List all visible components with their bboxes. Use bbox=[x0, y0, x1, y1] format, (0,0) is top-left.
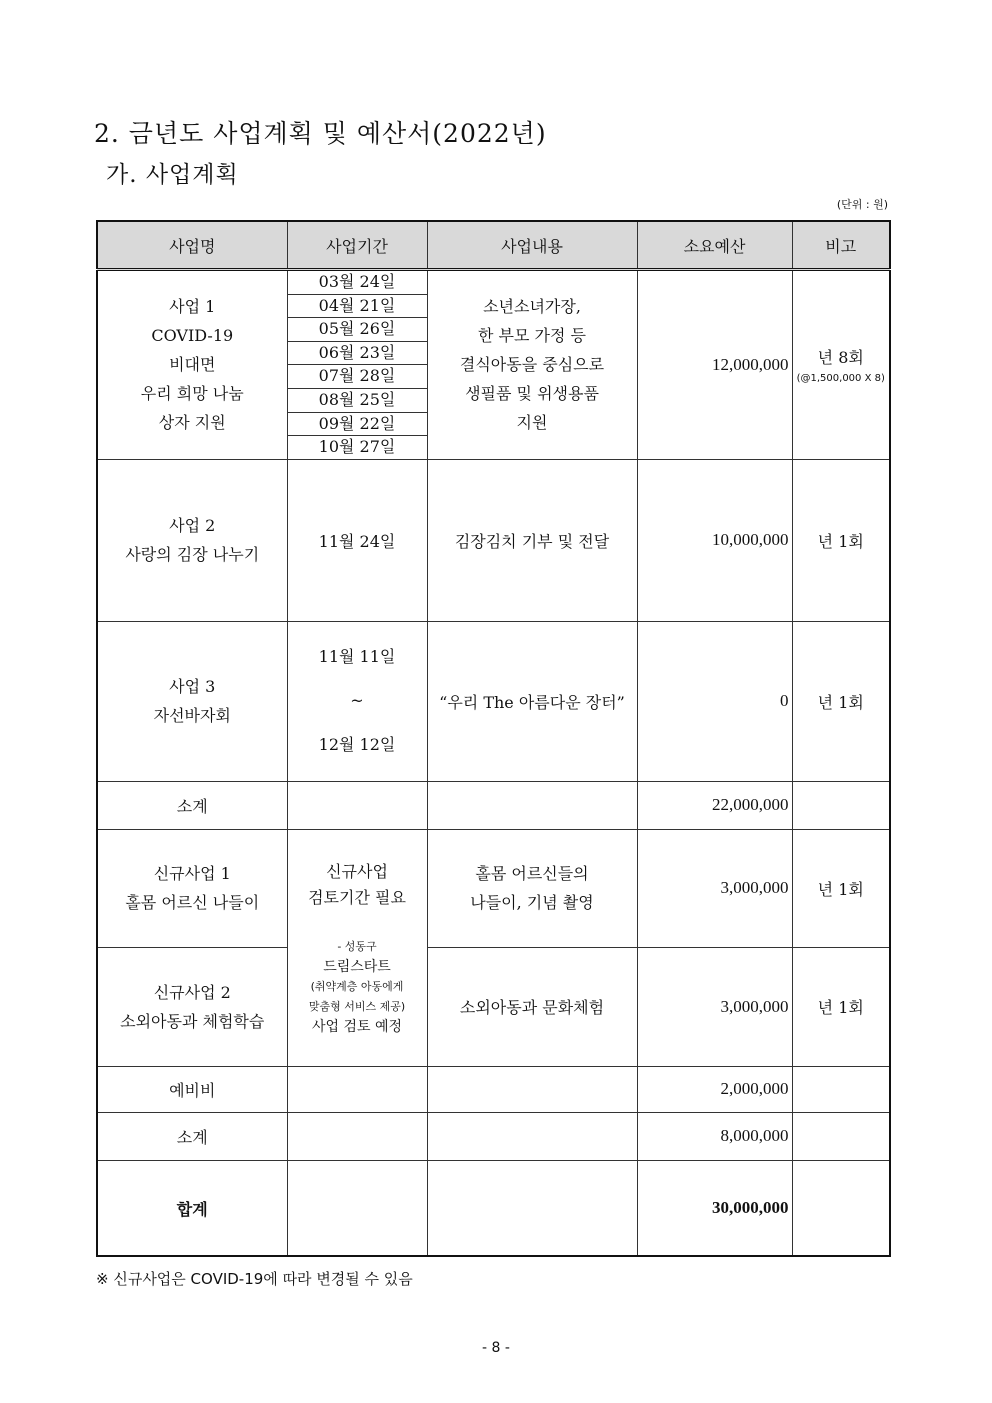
project2-content: 김장김치 기부 및 전달 bbox=[427, 459, 637, 621]
total-empty bbox=[792, 1160, 890, 1256]
subtotal1-label: 소계 bbox=[97, 781, 287, 829]
new-period-line: - 성동구 bbox=[337, 939, 377, 953]
new-period-line: 신규사업 bbox=[326, 861, 388, 881]
project3-name-line: 사업 3 bbox=[169, 677, 216, 697]
project1-name-line: 상자 지원 bbox=[158, 413, 226, 433]
new-period-line: 사업 검토 예정 bbox=[311, 1018, 403, 1035]
new1-budget: 3,000,000 bbox=[637, 829, 792, 947]
subtotal2-empty bbox=[792, 1112, 890, 1160]
table-row-project2 bbox=[97, 459, 890, 621]
new1-name-line: 신규사업 1 bbox=[153, 864, 231, 884]
sub-heading: 가. 사업계획 bbox=[106, 162, 239, 188]
project2-name-line: 사랑의 김장 나누기 bbox=[125, 545, 260, 565]
table-row-subtotal2 bbox=[97, 1112, 890, 1160]
project1-content-line: 생필품 및 위생용품 bbox=[465, 384, 599, 404]
project1-date: 08월 25일 bbox=[288, 389, 427, 413]
subtotal1-empty bbox=[792, 781, 890, 829]
section-heading: 2. 금년도 사업계획 및 예산서(2022년) bbox=[94, 119, 547, 148]
reserve-label: 예비비 bbox=[97, 1066, 287, 1112]
project1-date: 03월 24일 bbox=[288, 271, 427, 295]
project1-name-line: 우리 희망 나눔 bbox=[140, 384, 244, 404]
reserve-empty bbox=[792, 1066, 890, 1112]
new2-budget: 3,000,000 bbox=[637, 947, 792, 1066]
project1-content-line: 한 부모 가정 등 bbox=[478, 326, 586, 346]
subtotal1-budget: 22,000,000 bbox=[637, 781, 792, 829]
project1-dates bbox=[287, 270, 427, 460]
new1-note: 년 1회 bbox=[792, 829, 890, 947]
unit-label: (단위 : 원) bbox=[836, 198, 888, 211]
project2-note: 년 1회 bbox=[792, 459, 890, 621]
project3-budget: 0 bbox=[637, 621, 792, 781]
project1-note bbox=[792, 270, 890, 460]
total-budget: 30,000,000 bbox=[637, 1160, 792, 1256]
new1-content-line: 나들이, 기념 촬영 bbox=[470, 893, 594, 913]
project1-content-line: 지원 bbox=[516, 413, 548, 433]
subtotal1-empty bbox=[427, 781, 637, 829]
budget-table bbox=[96, 220, 891, 1257]
total-empty bbox=[427, 1160, 637, 1256]
col-header-budget: 소요예산 bbox=[637, 221, 792, 270]
project3-note: 년 1회 bbox=[792, 621, 890, 781]
project2-period: 11월 24일 bbox=[287, 459, 427, 621]
reserve-empty bbox=[427, 1066, 637, 1112]
new1-name bbox=[97, 829, 287, 947]
project1-date: 10월 27일 bbox=[318, 437, 396, 457]
project1-content-line: 소년소녀가장, bbox=[483, 297, 581, 317]
new2-note: 년 1회 bbox=[792, 947, 890, 1066]
col-header-note: 비고 bbox=[792, 221, 890, 270]
new-period-line: 검토기간 필요 bbox=[308, 887, 406, 907]
project2-name bbox=[97, 459, 287, 621]
total-empty bbox=[287, 1160, 427, 1256]
table-row-subtotal1 bbox=[97, 781, 890, 829]
col-header-period: 사업기간 bbox=[287, 221, 427, 270]
footnote: ※ 신규사업은 COVID-19에 따라 변경될 수 있음 bbox=[96, 1270, 413, 1288]
table-row-project3 bbox=[97, 621, 890, 781]
project2-name-line: 사업 2 bbox=[169, 516, 216, 536]
table-header-row bbox=[97, 221, 890, 270]
new1-name-line: 홀몸 어르신 나들이 bbox=[125, 893, 260, 913]
col-header-name: 사업명 bbox=[97, 221, 287, 270]
project1-name-line: 비대면 bbox=[169, 355, 216, 375]
project3-period bbox=[287, 621, 427, 781]
subtotal2-budget: 8,000,000 bbox=[637, 1112, 792, 1160]
project1-date: 06월 23일 bbox=[288, 342, 427, 366]
project1-date: 05월 26일 bbox=[288, 318, 427, 342]
new1-content-line: 홀몸 어르신들의 bbox=[475, 864, 589, 884]
reserve-budget: 2,000,000 bbox=[637, 1066, 792, 1112]
page-number: - 8 - bbox=[482, 1340, 510, 1356]
project1-note-sub: (@1,500,000 X 8) bbox=[796, 373, 885, 385]
new2-name bbox=[97, 947, 287, 1066]
table-row-project1 bbox=[97, 270, 890, 460]
new-period-line: 맞춤형 서비스 제공) bbox=[308, 999, 406, 1013]
table-row-total bbox=[97, 1160, 890, 1256]
subtotal2-label: 소계 bbox=[97, 1112, 287, 1160]
new2-name-line: 소외아동과 체험학습 bbox=[120, 1011, 265, 1031]
project1-note-text: 년 8회 bbox=[817, 348, 864, 368]
reserve-empty bbox=[287, 1066, 427, 1112]
project3-name-line: 자선바자회 bbox=[153, 706, 231, 726]
project1-name bbox=[97, 270, 287, 460]
project1-name-line: COVID-19 bbox=[151, 326, 234, 346]
new2-content: 소외아동과 문화체험 bbox=[427, 947, 637, 1066]
new-period-line: 드림스타트 bbox=[323, 958, 391, 975]
total-label: 합계 bbox=[97, 1160, 287, 1256]
project1-content-line: 결식아동을 중심으로 bbox=[459, 355, 605, 375]
project1-date: 04월 21일 bbox=[288, 295, 427, 319]
new-period-line: (취약계층 아동에게 bbox=[310, 979, 404, 993]
new-period bbox=[287, 829, 427, 1066]
project1-name-line: 사업 1 bbox=[169, 297, 216, 317]
project3-content: “우리 The 아름다운 장터” bbox=[427, 621, 637, 781]
project1-budget: 12,000,000 bbox=[637, 270, 792, 460]
project3-name bbox=[97, 621, 287, 781]
project3-period-end: 12월 12일 bbox=[318, 735, 396, 755]
project3-period-sep: ~ bbox=[350, 691, 364, 711]
subtotal2-empty bbox=[287, 1112, 427, 1160]
table-row-reserve bbox=[97, 1066, 890, 1112]
table-row-new1 bbox=[97, 829, 890, 947]
subtotal1-empty bbox=[287, 781, 427, 829]
project1-date: 07월 28일 bbox=[288, 365, 427, 389]
project2-budget: 10,000,000 bbox=[637, 459, 792, 621]
project3-period-start: 11월 11일 bbox=[318, 647, 396, 667]
project1-date: 09월 22일 bbox=[288, 413, 427, 437]
new2-name-line: 신규사업 2 bbox=[153, 982, 231, 1002]
project1-content bbox=[427, 270, 637, 460]
table-row-new2 bbox=[97, 947, 890, 1066]
col-header-content: 사업내용 bbox=[427, 221, 637, 270]
subtotal2-empty bbox=[427, 1112, 637, 1160]
new1-content bbox=[427, 829, 637, 947]
